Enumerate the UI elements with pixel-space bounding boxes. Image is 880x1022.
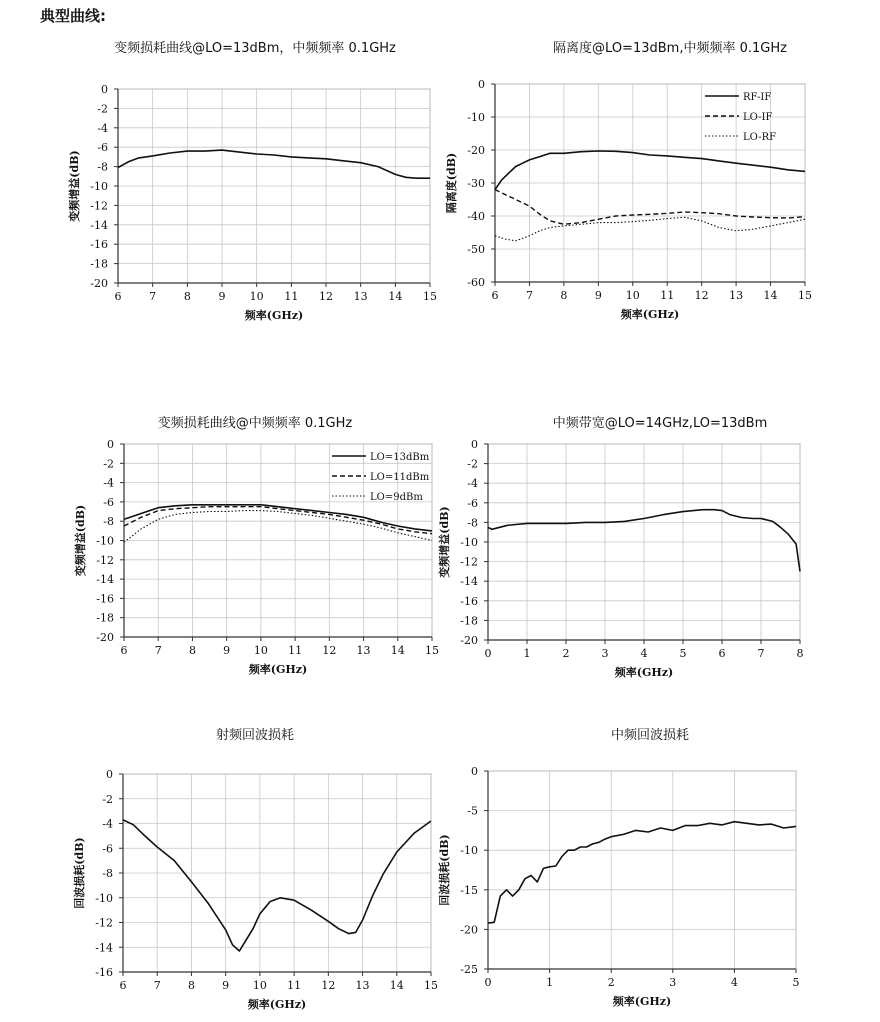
x-tick-label: 13 [355,979,370,992]
x-axis-label: 频率(GHz) [614,666,674,679]
y-tick-label: -6 [97,141,108,155]
x-tick-label: 11 [660,289,675,302]
y-tick-label: -20 [96,631,114,644]
y-tick-label: -10 [460,844,478,858]
y-tick-label: -4 [102,817,113,831]
y-tick-label: -8 [102,867,113,880]
x-tick-label: 2 [607,976,615,989]
y-tick-label: -30 [467,177,485,190]
chart-title: 隔离度@LO=13dBm,中频频率 0.1GHz [553,41,787,56]
y-axis-label: 隔离度(dB) [445,152,458,214]
x-tick-label: 12 [319,290,333,303]
y-tick-label: -6 [467,496,478,510]
x-tick-label: 6 [120,644,128,657]
x-tick-label: 8 [187,979,195,992]
chart-conversion-loss-lo-levels [60,410,450,700]
y-tick-label: 0 [101,83,108,96]
legend-label: LO=9dBm [370,492,423,503]
y-tick-label: 0 [471,765,478,778]
x-tick-label: 10 [249,290,264,303]
x-axis-label: 频率(GHz) [612,995,672,1008]
x-tick-label: 9 [218,290,226,303]
legend-label: LO-RF [743,132,777,143]
y-tick-label: -14 [96,573,114,587]
y-tick-label: -4 [97,121,108,135]
chart-plot [60,35,450,345]
chart-plot [440,722,840,1022]
x-tick-label: 4 [640,647,648,660]
y-tick-label: -2 [97,102,108,116]
y-axis-label: 回波损耗(dB) [73,837,86,909]
y-tick-label: -16 [95,966,113,979]
y-tick-label: -12 [90,199,108,213]
legend-label: LO-IF [743,112,773,123]
x-tick-label: 3 [601,647,609,660]
x-tick-label: 15 [424,979,438,992]
y-tick-label: -16 [96,592,114,606]
x-tick-label: 15 [798,289,812,302]
y-tick-label: -16 [90,238,108,252]
x-axis-label: 频率(GHz) [247,998,307,1011]
y-tick-label: 0 [106,768,113,781]
y-tick-label: -14 [90,218,108,232]
x-axis-label: 频率(GHz) [620,308,680,321]
x-tick-label: 6 [491,289,499,302]
x-tick-label: 10 [252,979,267,992]
x-tick-label: 13 [729,289,744,302]
x-tick-label: 6 [119,979,127,992]
y-tick-label: -12 [460,555,478,569]
y-tick-label: -14 [460,575,478,589]
y-tick-label: -60 [467,276,485,289]
x-tick-label: 12 [322,644,337,657]
x-tick-label: 11 [288,644,303,657]
y-tick-label: 0 [107,438,114,451]
x-tick-label: 8 [188,644,196,657]
y-tick-label: -4 [467,477,478,491]
y-tick-label: 0 [471,438,478,451]
y-tick-label: -20 [460,634,478,647]
x-tick-label: 12 [321,979,336,992]
y-axis-label: 变频增益(dB) [438,506,451,578]
chart-if-bandwidth [440,410,840,700]
chart-title: 变频损耗曲线@LO=13dBm，中频频率 0.1GHz [114,41,396,56]
chart-plot [60,722,450,1022]
x-tick-label: 1 [523,647,531,660]
chart-conversion-loss-lo13 [60,35,450,345]
y-tick-label: -2 [102,792,113,806]
y-tick-label: -12 [95,916,113,930]
y-tick-label: -16 [460,594,478,608]
x-tick-label: 15 [423,290,437,303]
x-tick-label: 3 [669,976,677,989]
y-axis-label: 回波损耗(dB) [438,834,451,906]
x-tick-label: 5 [679,647,687,660]
x-tick-label: 14 [389,979,404,992]
x-tick-label: 9 [223,644,231,657]
chart-plot [440,35,840,345]
y-tick-label: -50 [467,243,485,256]
y-tick-label: -20 [90,277,108,290]
x-tick-label: 7 [525,289,533,302]
x-tick-label: 14 [388,290,403,303]
x-axis-label: 频率(GHz) [248,663,308,676]
y-tick-label: -5 [467,804,478,818]
chart-plot [440,410,840,700]
x-tick-label: 5 [792,976,800,989]
legend-label: LO=13dBm [370,452,430,463]
chart-plot [60,410,450,700]
page-title: 典型曲线: [40,7,106,25]
chart-title: 中频带宽@LO=14GHz,LO=13dBm [552,416,768,431]
x-axis-label: 频率(GHz) [244,309,304,322]
x-tick-label: 7 [149,290,157,303]
y-tick-label: -25 [460,963,478,976]
y-tick-label: -20 [467,144,485,157]
plot-area [488,771,796,969]
x-tick-label: 14 [390,644,405,657]
y-tick-label: -18 [90,257,108,271]
x-tick-label: 11 [287,979,302,992]
y-tick-label: -2 [467,457,478,471]
y-tick-label: -20 [460,923,478,937]
x-tick-label: 2 [562,647,570,660]
x-tick-label: 1 [546,976,554,989]
y-tick-label: -10 [460,536,478,549]
x-tick-label: 14 [763,289,778,302]
x-tick-label: 10 [253,644,268,657]
x-tick-label: 7 [153,979,161,992]
y-tick-label: -6 [102,842,113,856]
y-tick-label: -15 [460,883,478,897]
y-tick-label: -8 [97,160,108,174]
x-tick-label: 10 [625,289,640,302]
y-tick-label: -10 [96,534,114,548]
x-tick-label: 9 [594,289,602,302]
y-tick-label: -14 [95,941,113,955]
y-tick-label: -4 [103,476,114,490]
x-tick-label: 6 [718,647,726,660]
legend-label: RF-IF [743,92,772,103]
chart-rf-return-loss [60,722,450,1022]
y-tick-label: -10 [467,111,485,124]
x-tick-label: 0 [484,647,492,660]
y-tick-label: -12 [96,553,114,567]
chart-isolation [440,35,840,345]
x-tick-label: 13 [353,290,368,303]
x-tick-label: 11 [284,290,299,303]
x-tick-label: 8 [560,289,568,302]
y-tick-label: -18 [460,614,478,628]
y-tick-label: -6 [103,495,114,509]
chart-if-return-loss [440,722,840,1022]
chart-title: 中频回波损耗 [610,728,689,743]
y-tick-label: -10 [95,891,113,905]
x-tick-label: 7 [154,644,162,657]
x-tick-label: 0 [484,976,492,989]
y-tick-label: -2 [103,457,114,471]
y-tick-label: -10 [90,180,108,193]
x-tick-label: 13 [356,644,371,657]
legend-label: LO=11dBm [370,472,430,483]
x-tick-label: 8 [183,290,191,303]
y-axis-label: 变频增益(dB) [74,504,87,577]
x-tick-label: 9 [222,979,230,992]
y-tick-label: -8 [467,516,478,530]
chart-title: 射频回波损耗 [215,728,294,743]
x-tick-label: 7 [757,647,765,660]
x-tick-label: 12 [694,289,709,302]
y-tick-label: -8 [103,515,114,529]
x-tick-label: 8 [796,647,804,660]
y-tick-label: -40 [467,210,485,223]
y-tick-label: 0 [478,78,485,91]
x-tick-label: 6 [114,290,122,303]
y-tick-label: -18 [96,611,114,625]
x-tick-label: 15 [425,644,439,657]
x-tick-label: 4 [730,976,738,989]
y-axis-label: 变频增益(dB) [68,150,81,222]
chart-title: 变频损耗曲线@中频频率 0.1GHz [157,416,353,431]
